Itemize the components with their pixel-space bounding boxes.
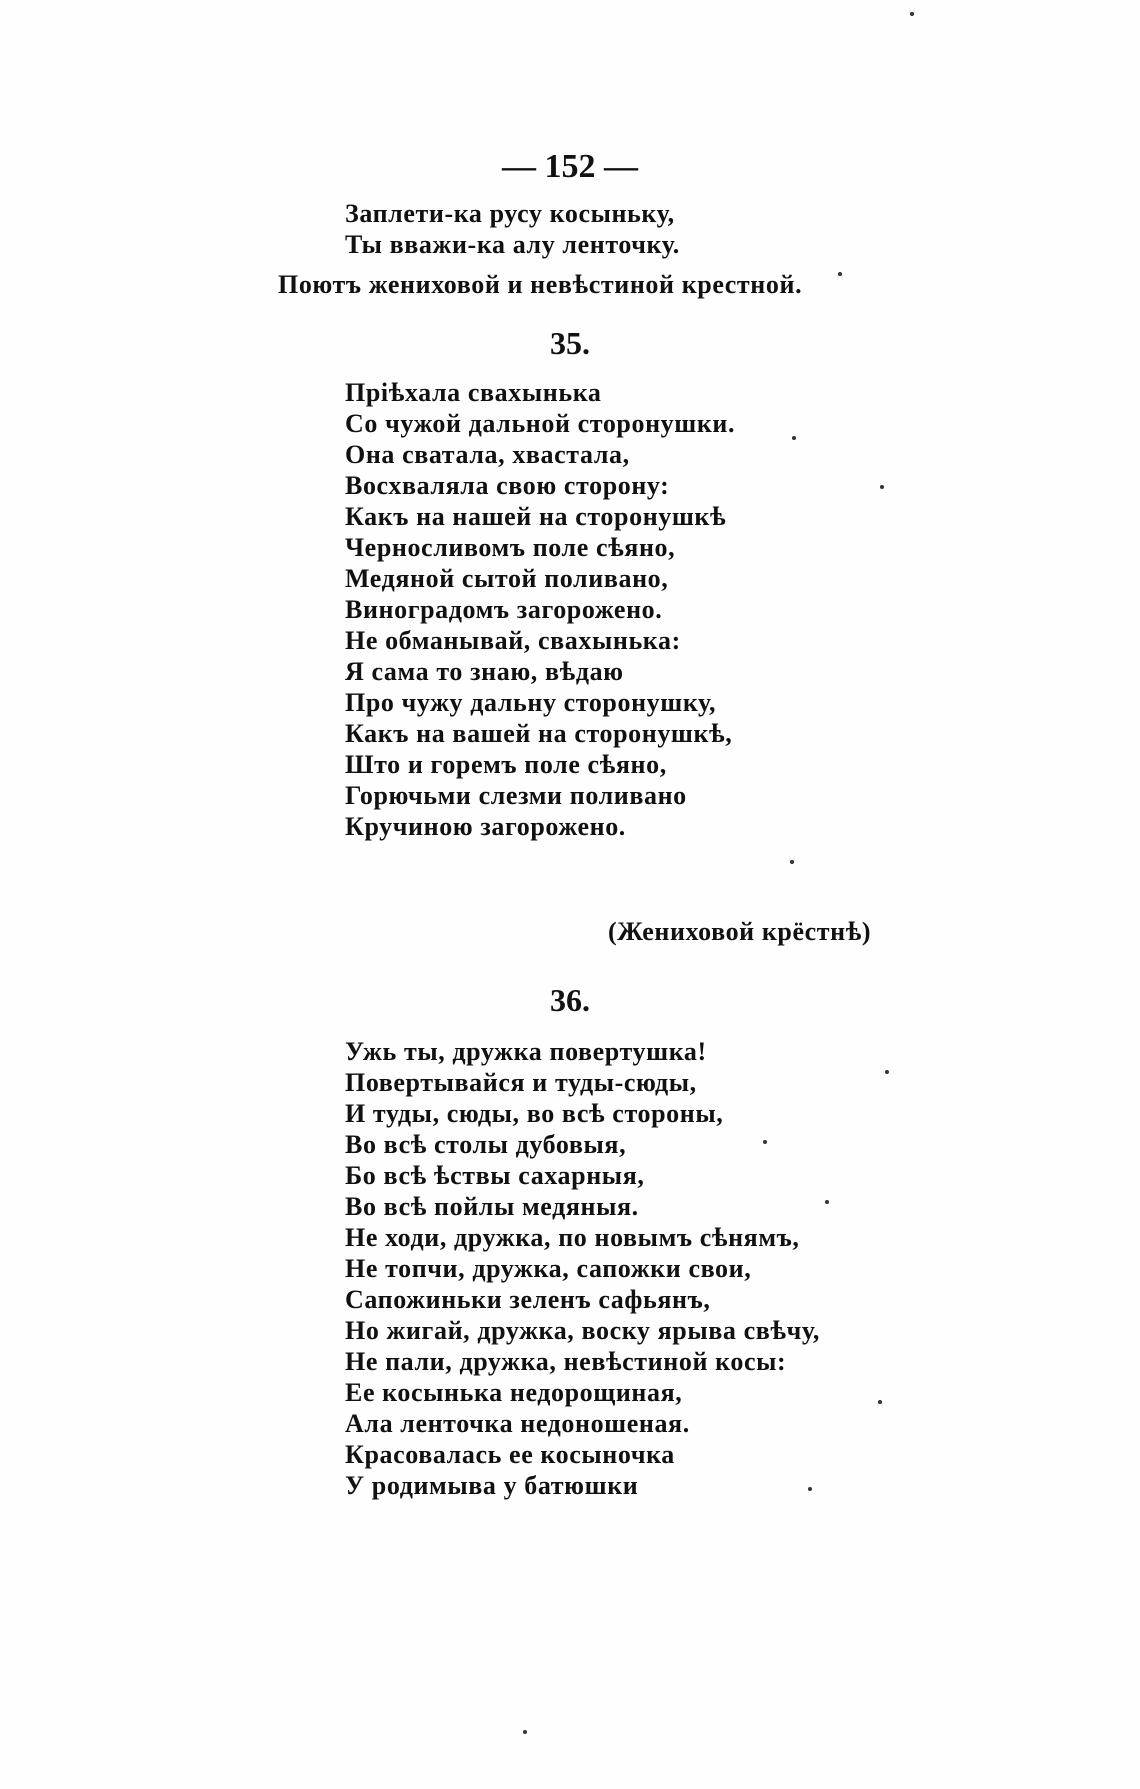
scan-speck: [790, 860, 794, 864]
scan-speck: [792, 436, 796, 440]
verse-line: У родимыва у батюшки: [345, 1471, 639, 1500]
verse-line: Не пали, дружка, невѣстиной косы:: [345, 1347, 787, 1376]
verse-line: Ее косынька недорощиная,: [345, 1378, 683, 1407]
scan-speck: [880, 485, 884, 489]
verse-line: Какъ на вашей на сторонушкѣ,: [345, 719, 733, 748]
scan-speck: [825, 1200, 829, 1204]
verse-line: Красовалась ее косыночка: [345, 1440, 675, 1469]
verse-line: Заплети-ка русу косыньку,: [345, 199, 675, 228]
verse-line: Во всѣ пойлы медяныя.: [345, 1192, 639, 1221]
verse-line: Не топчи, дружка, сапожки свои,: [345, 1254, 752, 1283]
verse-line: Сапожиньки зеленъ сафьянъ,: [345, 1285, 711, 1314]
verse-top: [345, 198, 680, 260]
verse-line: Виноградомъ загорожено.: [345, 595, 663, 624]
verse-line: Кручиною загорожено.: [345, 812, 626, 841]
scan-speck: [885, 1070, 889, 1074]
verse-line: Бо всѣ ѣствы сахарныя,: [345, 1161, 645, 1190]
verse-line: Не обманывай, свахынька:: [345, 626, 681, 655]
verse-line: Черносливомъ поле сѣяно,: [345, 533, 676, 562]
verse-line: Но жигай, дружка, воску ярыва свѣчу,: [345, 1316, 820, 1345]
verse-line: Повертывайся и туды-сюды,: [345, 1068, 697, 1097]
scan-speck: [763, 1140, 767, 1144]
verse-line: Што и горемъ поле сѣяно,: [345, 750, 667, 779]
song-number-36: 36.: [550, 982, 590, 1018]
verse-line: Про чужу дальну сторонушку,: [345, 688, 717, 717]
scan-speck: [838, 272, 842, 276]
singing-instruction: Поютъ жениховой и невѣстиной крестной.: [278, 270, 803, 299]
page-number: — 152 —: [502, 148, 638, 185]
song-35-text: [345, 377, 735, 842]
verse-line: Ала ленточка недоношеная.: [345, 1409, 690, 1438]
verse-line: Не ходи, дружка, по новымъ сѣнямъ,: [345, 1223, 800, 1252]
verse-line: Со чужой дальной сторонушки.: [345, 409, 736, 438]
scan-speck: [808, 1487, 812, 1491]
song-36-text: [345, 1036, 820, 1501]
verse-line: Горючьми слезми поливано: [345, 781, 687, 810]
verse-line: Пріѣхала свахынька: [345, 378, 602, 407]
verse-line: Я сама то знаю, вѣдаю: [345, 657, 624, 686]
song-number-35: 35.: [550, 325, 590, 361]
song-35-attribution: (Жениховой крёстнѣ): [608, 917, 872, 946]
verse-line: Она сватала, хвастала,: [345, 440, 630, 469]
verse-line: И туды, сюды, во всѣ стороны,: [345, 1099, 724, 1128]
scan-speck: [910, 12, 914, 16]
verse-line: Ты вважи-ка алу ленточку.: [345, 230, 680, 259]
verse-line: Какъ на нашей на сторонушкѣ: [345, 502, 727, 531]
verse-line: Восхваляла свою сторону:: [345, 471, 670, 500]
scan-speck: [878, 1400, 882, 1404]
verse-line: Ужь ты, дружка повертушка!: [345, 1037, 707, 1066]
verse-line: Во всѣ столы дубовыя,: [345, 1130, 627, 1159]
verse-line: Медяной сытой поливано,: [345, 564, 669, 593]
scan-speck: [523, 1730, 527, 1734]
